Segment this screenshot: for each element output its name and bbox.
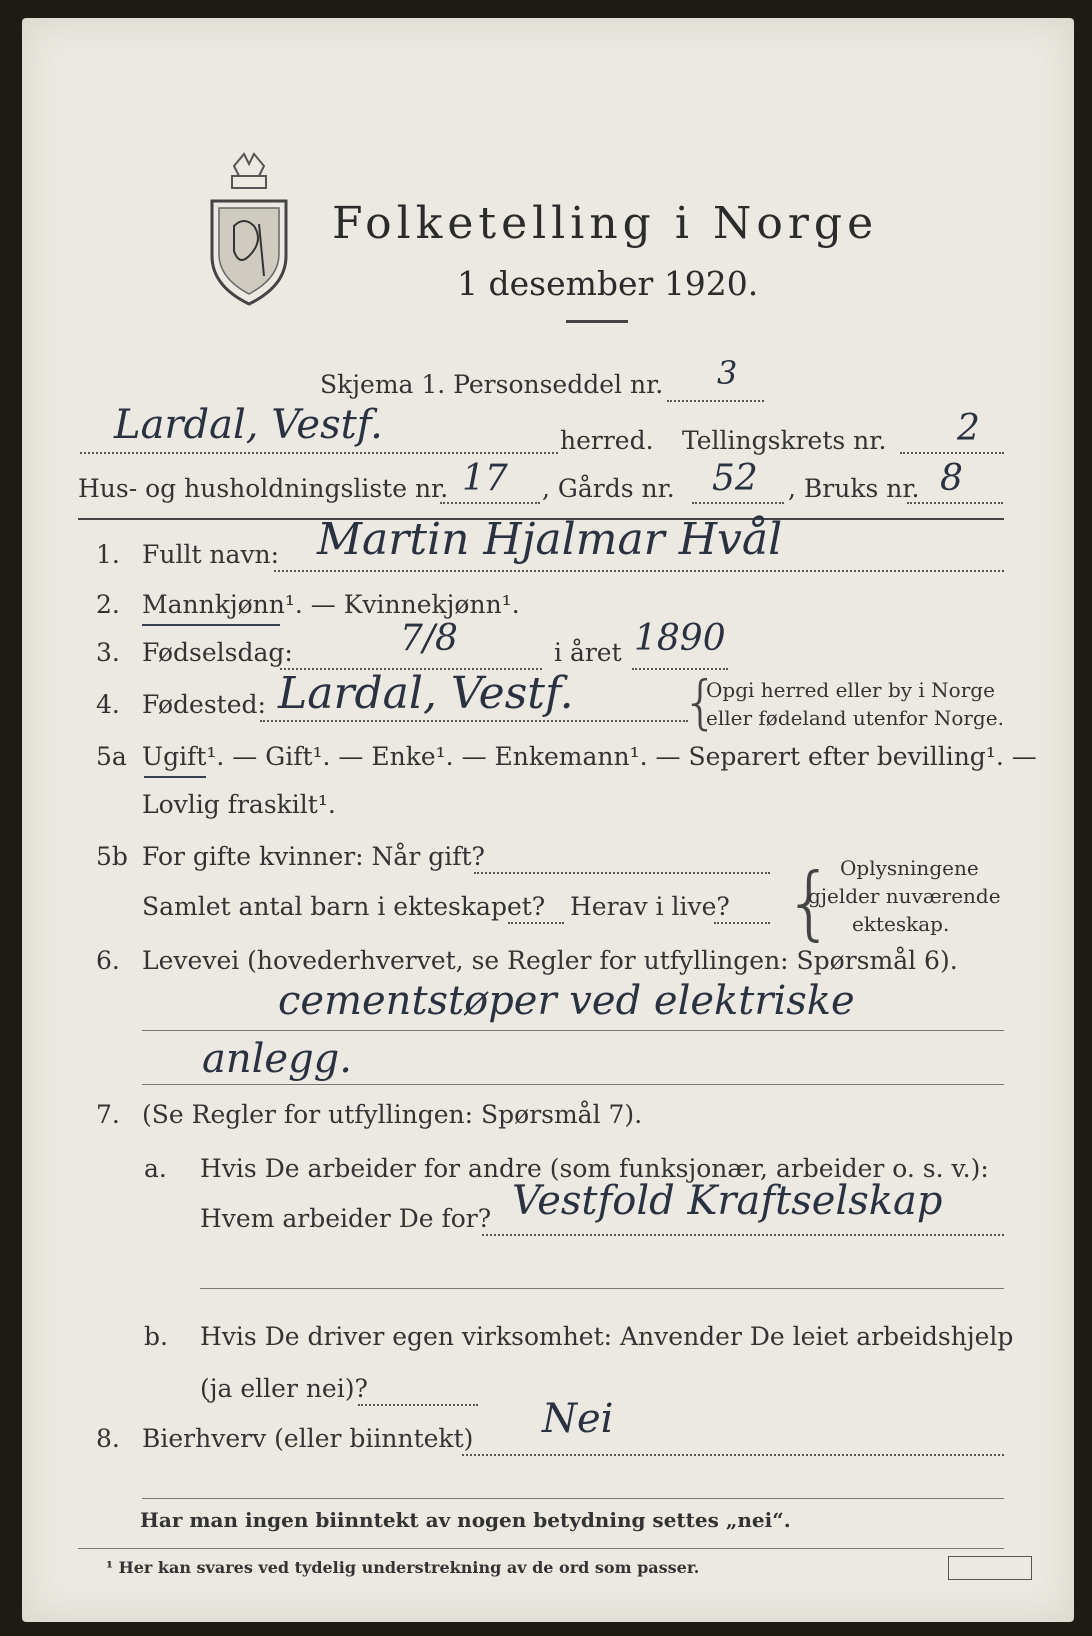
q4-label: Fødested:	[142, 690, 266, 719]
herred-value[interactable]: Lardal, Vestf.	[114, 402, 383, 448]
printer-stamp	[948, 1556, 1032, 1580]
personseddel-value[interactable]: 3	[717, 354, 738, 392]
q7-label: (Se Regler for utfyllingen: Spørsmål 7).	[142, 1100, 643, 1129]
side-income-value[interactable]: Nei	[542, 1396, 614, 1442]
q5b-note-3: ekteskap.	[852, 912, 950, 936]
form-date: 1 desember 1920.	[457, 264, 759, 303]
q7-number: 7.	[96, 1100, 120, 1129]
q5b-note-1: Oplysningene	[840, 856, 979, 880]
bruks-value[interactable]: 8	[940, 458, 963, 499]
q2-label: Mannkjønn¹. — Kvinnekjønn¹.	[142, 590, 520, 619]
employer-value[interactable]: Vestfold Kraftselskap	[512, 1178, 943, 1224]
q4-number: 4.	[96, 690, 120, 719]
q8-number: 8.	[96, 1424, 120, 1453]
birthplace-value[interactable]: Lardal, Vestf.	[278, 668, 574, 719]
gards-label: , Gårds nr.	[542, 474, 675, 503]
q5b-label-2: Samlet antal barn i ekteskapet?	[142, 892, 546, 921]
q6-label: Levevei (hovederhvervet, se Regler for utfyllingen: Spørsmål 6).	[142, 946, 958, 975]
bottom-note: Har man ingen biinntekt av nogen betydning settes „nei“.	[140, 1508, 791, 1532]
bruks-label: , Bruks nr.	[788, 474, 920, 503]
gards-value[interactable]: 52	[712, 458, 758, 499]
q1-label: Fullt navn:	[142, 540, 280, 569]
q5b-label-1: For gifte kvinner: Når gift?	[142, 842, 485, 871]
tellingskrets-label: Tellingskrets nr.	[682, 426, 887, 455]
form-title: Folketelling i Norge	[332, 198, 879, 249]
q5b-note-2: gjelder nuværende	[808, 884, 1001, 908]
q7b-label-1: Hvis De driver egen virksomhet: Anvender De leiet arbeidshjelp	[200, 1322, 1014, 1351]
occupation-line-2[interactable]: anlegg.	[202, 1036, 352, 1082]
q1-number: 1.	[96, 540, 120, 569]
tellingskrets-value[interactable]: 2	[957, 408, 980, 449]
occupation-line-1[interactable]: cementstøper ved elektriske	[278, 978, 855, 1024]
birthday-value[interactable]: 7/8	[400, 618, 458, 659]
full-name-value[interactable]: Martin Hjalmar Hvål	[317, 514, 783, 565]
q7b-label-2: (ja eller nei)?	[200, 1374, 368, 1403]
q3-label: Fødselsdag:	[142, 638, 293, 667]
q8-label: Bierhverv (eller biinntekt)	[142, 1424, 474, 1453]
schema-label: Skjema 1. Personseddel nr.	[320, 370, 664, 399]
q7a-letter: a.	[144, 1154, 167, 1183]
q3-number: 3.	[96, 638, 120, 667]
footnote: ¹ Her kan svares ved tydelig understrekning av de ord som passer.	[106, 1558, 700, 1577]
q4-note-2: eller fødeland utenfor Norge.	[706, 706, 1004, 730]
hus-label: Hus- og husholdningsliste nr.	[78, 474, 449, 503]
q7a-label-2: Hvem arbeider De for?	[200, 1204, 492, 1233]
q5b-label-3: Herav i live?	[570, 892, 730, 921]
coat-of-arms-icon	[204, 146, 294, 306]
q2-number: 2.	[96, 590, 120, 619]
year-label: i året	[554, 638, 622, 667]
q6-number: 6.	[96, 946, 120, 975]
q5a-label-2: Lovlig fraskilt¹.	[142, 790, 336, 819]
brace-q4: {	[682, 668, 719, 736]
hus-value[interactable]: 17	[462, 458, 508, 499]
q5b-number: 5b	[96, 842, 128, 871]
q5a-label-1: Ugift¹. — Gift¹. — Enke¹. — Enkemann¹. — Separert efter bevilling¹. —	[142, 742, 1037, 771]
q7a-label-1: Hvis De arbeider for andre (som funksjonær, arbeider o. s. v.):	[200, 1154, 989, 1183]
census-form	[22, 18, 1074, 1622]
herred-label: herred.	[560, 426, 654, 455]
brace-q5b: {	[784, 856, 835, 949]
q7b-letter: b.	[144, 1322, 168, 1351]
q5a-number: 5a	[96, 742, 127, 771]
q4-note-1: Opgi herred eller by i Norge	[706, 678, 995, 702]
birth-year-value[interactable]: 1890	[634, 618, 726, 659]
